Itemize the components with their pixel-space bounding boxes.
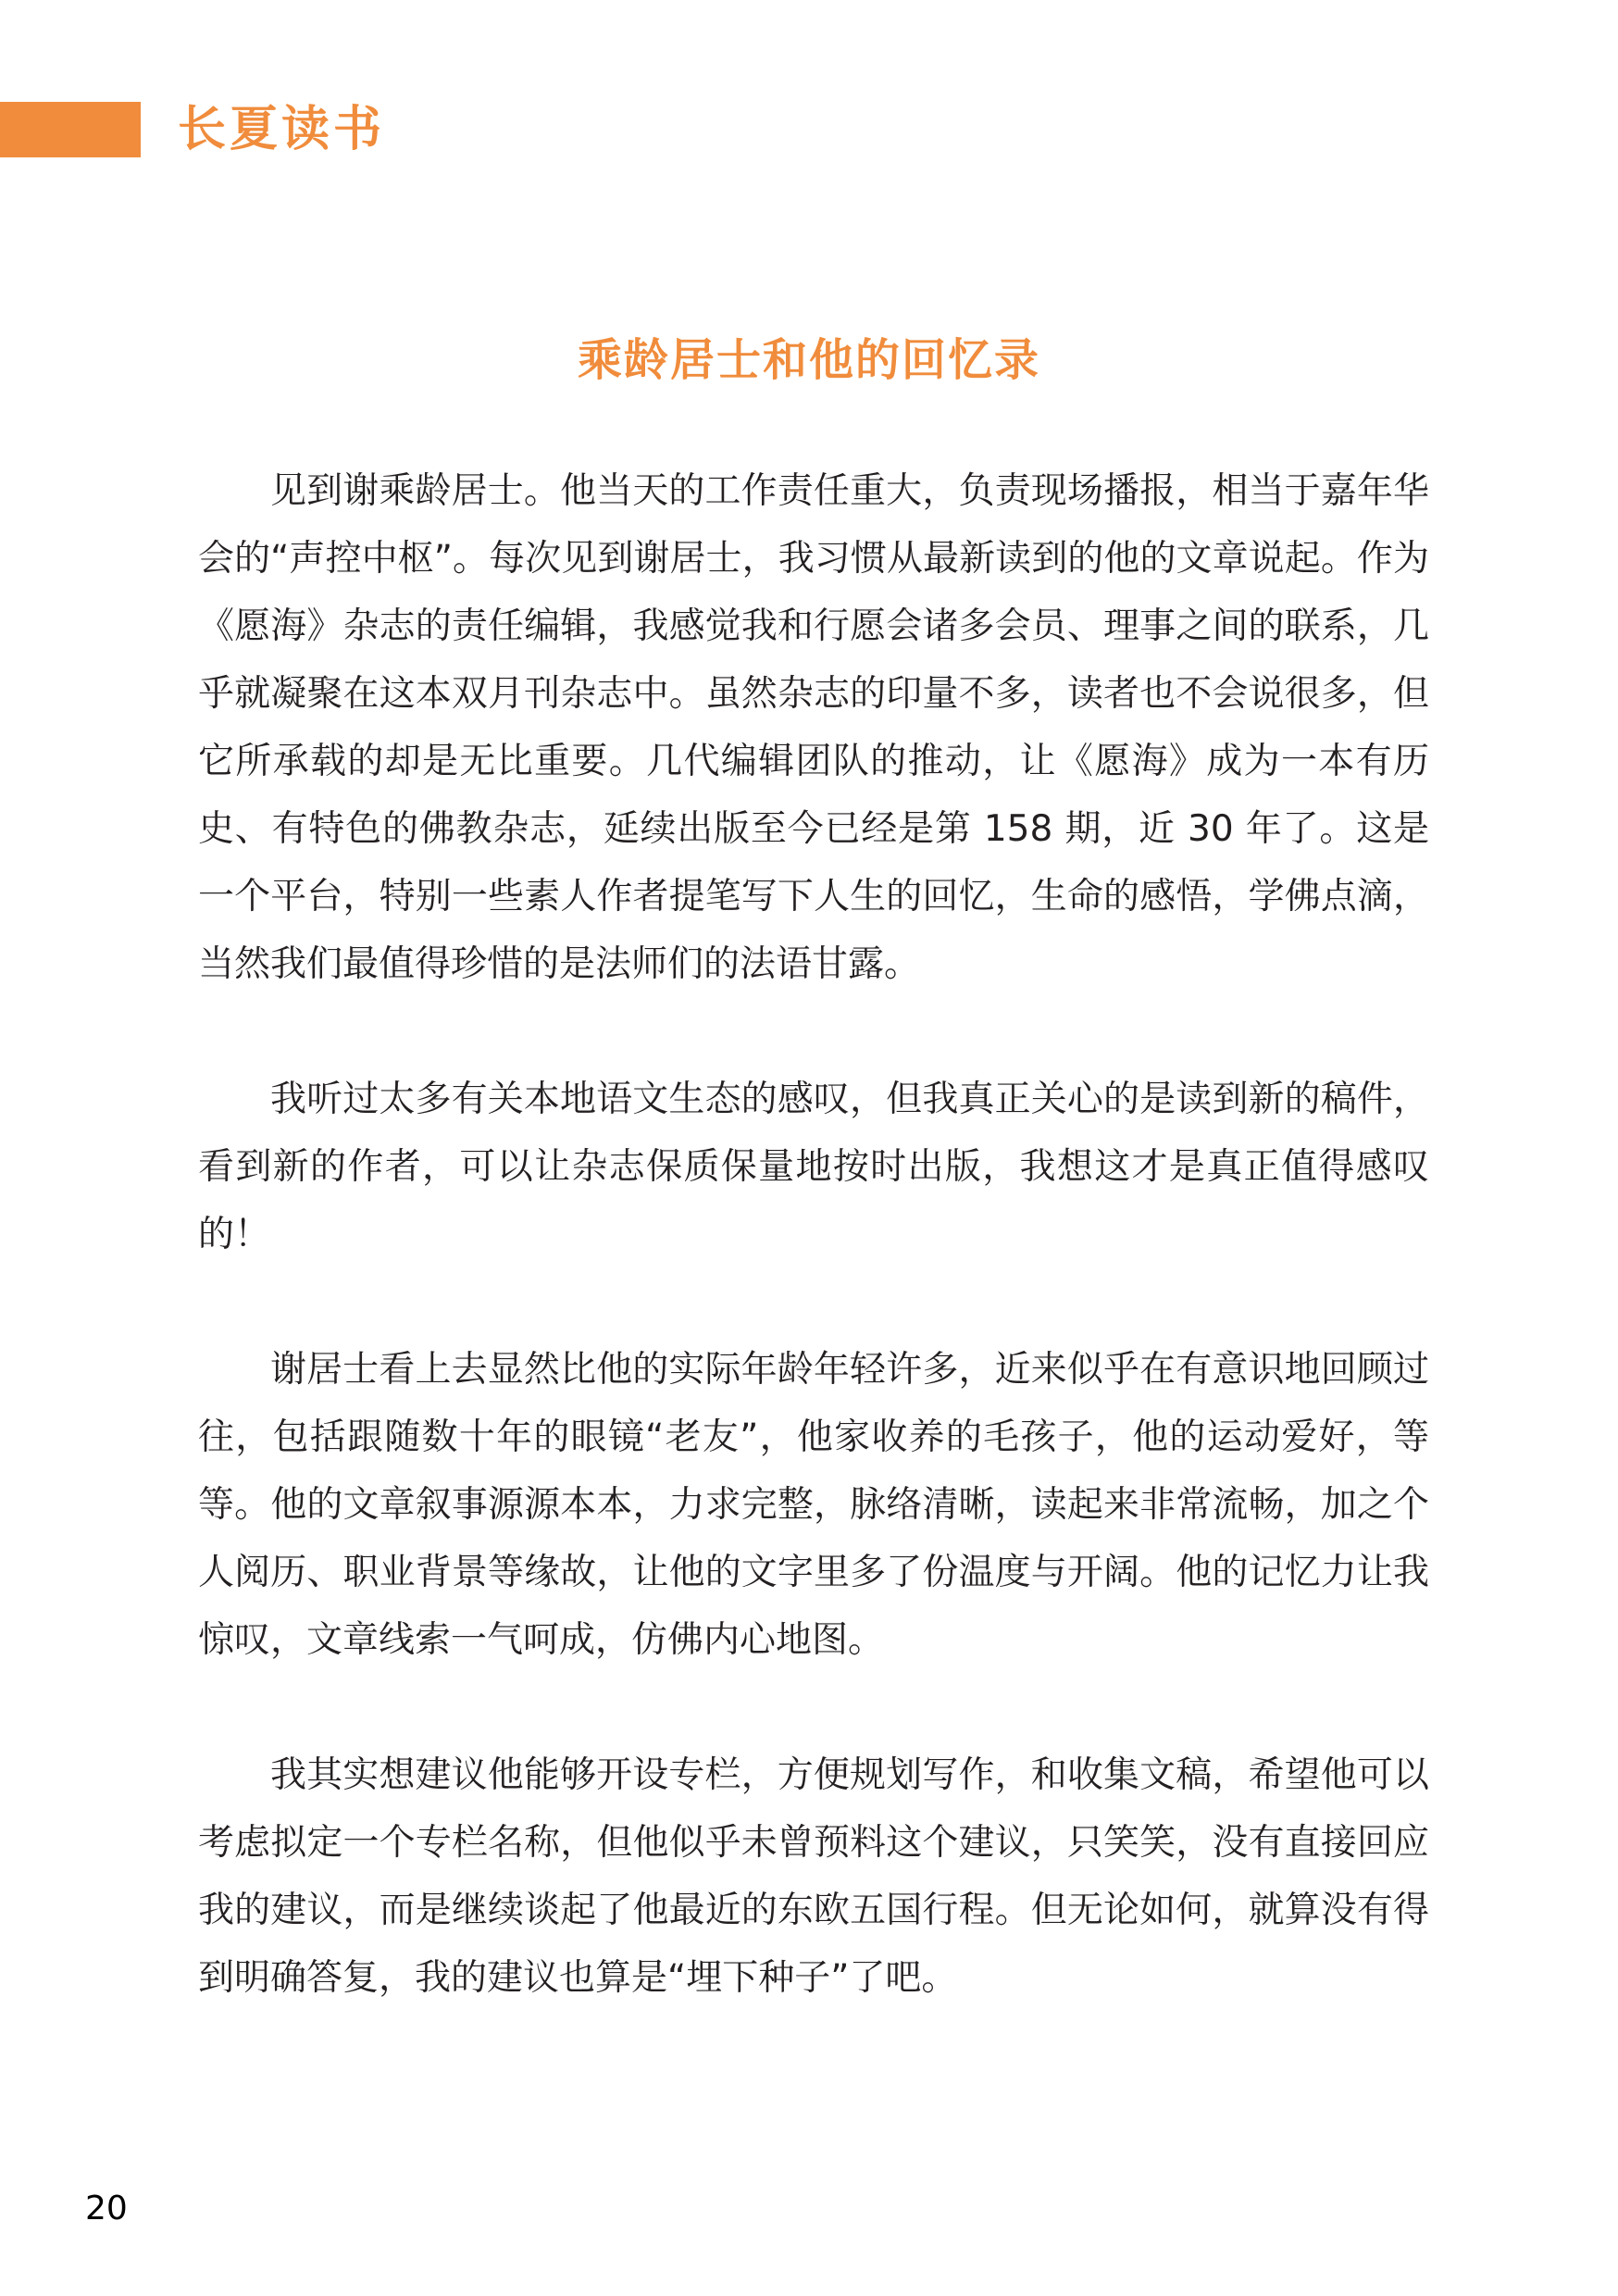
paragraph-4: 我其实想建议他能够开设专栏，方便规划写作，和收集文稿，希望他可以考虑拟定一个专栏名称，但他似乎未曾预料这个建议，只笑笑，没有直接回应我的建议，而是继续谈起了他最近的东欧五国行程。但无论如何，就算没有得到明确答复，我的建议也算是“埋下种子”了吧。 (198, 1754, 1429, 1999)
article-body (198, 457, 1429, 2012)
paragraph-2: 我听过太多有关本地语文生态的感叹，但我真正关心的是读到新的稿件，看到新的作者，可以让杂志保质保量地按时出版，我想这才是真正值得感叹的！ (198, 1079, 1429, 1255)
header-accent-bar (0, 102, 141, 157)
paragraph-3: 谢居士看上去显然比他的实际年龄年轻许多，近来似乎在有意识地回顾过往，包括跟随数十年的眼镜“老友”，他家收养的毛孩子，他的运动爱好，等等。他的文章叙事源源本本，力求完整，脉络清晰，读起来非常流畅，加之个人阅历、职业背景等缘故，让他的文字里多了份温度与开阔。他的记忆力让我惊叹，文章线索一气呵成，仿佛内心地图。 (198, 1349, 1429, 1661)
section-label: 长夏读书 (178, 102, 386, 157)
article-title: 乘龄居士和他的回忆录 (577, 334, 1040, 386)
page-number: 20 (85, 2190, 128, 2227)
paragraph-1: 见到谢乘龄居士。他当天的工作责任重大，负责现场播报，相当于嘉年华会的“声控中枢”。每次见到谢居士，我习惯从最新读到的他的文章说起。作为《愿海》杂志的责任编辑，我感觉我和行愿会诸多会员、理事之间的联系，几乎就凝聚在这本双月刊杂志中。虽然杂志的印量不多，读者也不会说很多，但它所承载的却是无比重要。几代编辑团队的推动，让《愿海》成为一本有历史、有特色的佛教杂志，延续出版至今已经是第 158 期，近 30 年了。这是一个平台，特别一些素人作者提笔写下人生的回忆，生命的感悟，学佛点滴，当然我们最值得珍惜的是法师们的法语甘露。 (198, 470, 1429, 985)
